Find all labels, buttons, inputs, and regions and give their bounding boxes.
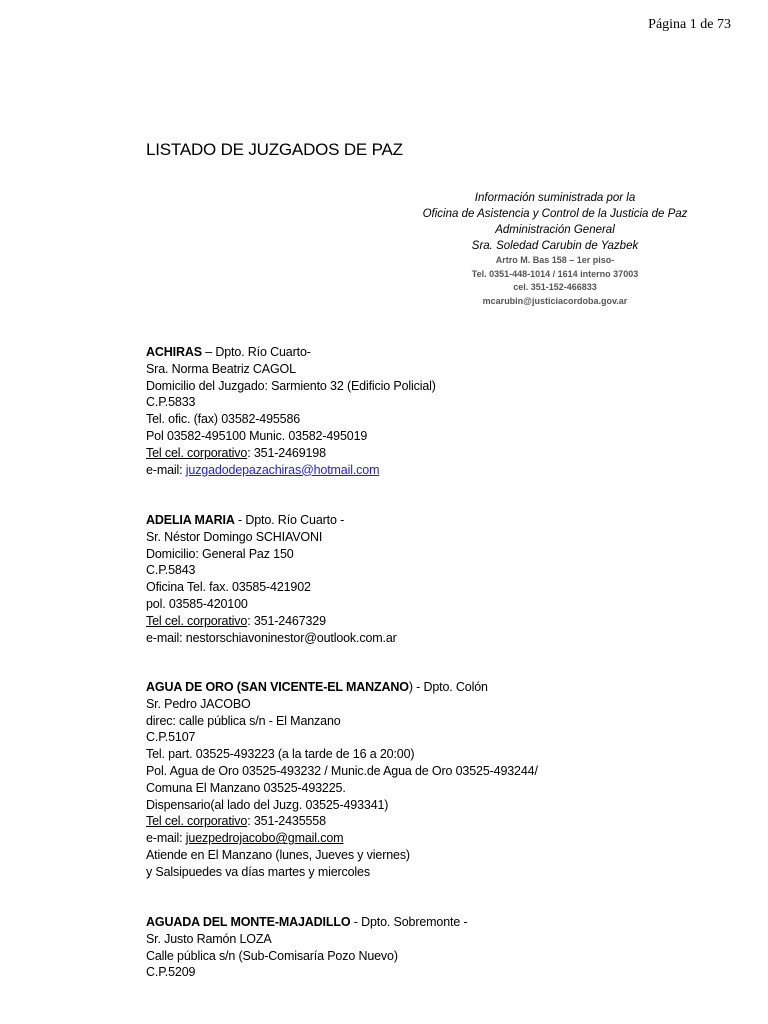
entry-line: pol. 03585-420100 <box>146 596 248 611</box>
entry-email <box>146 630 397 647</box>
entry-name: AGUADA DEL MONTE-MAJADILLO <box>146 915 351 929</box>
document-title: LISTADO DE JUZGADOS DE PAZ <box>146 140 403 159</box>
info-line: Información suministrada por la <box>474 192 636 204</box>
entry-heading <box>146 914 467 931</box>
entry-line: Oficina Tel. fax. 03585-421902 <box>146 580 311 595</box>
info-line: Sra. Soledad Carubin de Yazbek <box>471 240 639 252</box>
email-label: e-mail: <box>146 630 186 645</box>
cel-label: Tel cel. corporativo <box>146 613 248 628</box>
email-link[interactable]: juzgadodepazachiras@hotmail.com <box>185 462 380 477</box>
cel-value: : 351-2469198 <box>247 445 326 460</box>
entry-heading <box>146 344 436 361</box>
entry-line: Calle pública s/n (Sub-Comisaría Pozo Nuevo) <box>146 948 398 963</box>
entry-name: ACHIRAS <box>146 345 202 359</box>
entry-name: AGUA DE ORO (SAN VICENTE-EL MANZANO <box>146 680 409 694</box>
entry-cel <box>146 813 538 830</box>
page-number: Página 1 de 73 <box>648 17 731 32</box>
cel-label: Tel cel. corporativo <box>146 445 248 460</box>
entry-line: Domicilio: General Paz 150 <box>146 546 294 561</box>
entry-line: C.P.5843 <box>146 563 196 578</box>
email-label: e-mail: <box>146 831 186 846</box>
cel-label: Tel cel. corporativo <box>146 814 248 829</box>
info-phone: Tel. 0351-448-1014 / 1614 interno 37003 <box>471 268 639 279</box>
entry-line: direc: calle pública s/n - El Manzano <box>146 713 341 728</box>
entry-line: Sr. Justo Ramón LOZA <box>146 931 272 946</box>
email-text: nestorschiavoninestor@outlook.com.ar <box>185 630 397 645</box>
entry-line: Sr. Néstor Domingo SCHIAVONI <box>146 529 323 544</box>
entry-note: y Salsipuedes va días martes y miercoles <box>146 864 370 879</box>
court-entry-aguada-del-monte <box>146 914 467 981</box>
entry-line: C.P.5107 <box>146 730 196 745</box>
entry-heading <box>146 512 397 529</box>
info-line: Administración General <box>495 224 615 236</box>
entry-line: C.P.5833 <box>146 395 196 410</box>
entry-line: Comuna El Manzano 03525-493225. <box>146 780 346 795</box>
entry-line: Pol. Agua de Oro 03525-493232 / Munic.de Agua de Oro 03525-493244/ <box>146 763 538 778</box>
entry-cel <box>146 613 397 630</box>
entry-name: ADELIA MARIA <box>146 513 235 527</box>
entry-heading <box>146 679 538 696</box>
info-cell: cel. 351-152-466833 <box>513 282 597 292</box>
entry-line: Sr. Pedro JACOBO <box>146 696 251 711</box>
entry-dept: – Dpto. Río Cuarto- <box>201 345 311 359</box>
entry-line: C.P.5209 <box>146 965 196 980</box>
entry-dept: ) - Dpto. Colón <box>408 680 488 694</box>
email-link[interactable]: juezpedrojacobo@gmail.com <box>185 831 344 846</box>
entry-dept: - Dpto. Sobremonte - <box>350 915 468 929</box>
info-email: mcarubin@justiciacordoba.gov.ar <box>482 295 628 306</box>
entry-line: Domicilio del Juzgado: Sarmiento 32 (Edificio Policial) <box>146 378 436 393</box>
cel-value: : 351-2435558 <box>247 814 326 829</box>
entry-line: Dispensario(al lado del Juzg. 03525-493341) <box>146 797 389 812</box>
entry-line: Tel. part. 03525-493223 (a la tarde de 16 a 20:00) <box>146 747 415 762</box>
info-block <box>400 190 710 308</box>
entry-dept: - Dpto. Río Cuarto - <box>234 513 345 527</box>
info-line: Oficina de Asistencia y Control de la Justicia de Paz <box>422 208 688 220</box>
entry-line: Sra. Norma Beatriz CAGOL <box>146 361 296 376</box>
entry-email <box>146 830 538 847</box>
info-address: Artro M. Bas 158 – 1er piso- <box>495 255 615 265</box>
court-entry-agua-de-oro <box>146 679 538 881</box>
entry-line: Tel. ofic. (fax) 03582-495586 <box>146 412 301 427</box>
email-label: e-mail: <box>146 462 186 477</box>
court-entry-achiras <box>146 344 436 478</box>
entry-email <box>146 462 436 479</box>
cel-value: : 351-2467329 <box>247 613 326 628</box>
entry-line: Pol 03582-495100 Munic. 03582-495019 <box>146 428 368 443</box>
court-entry-adelia-maria <box>146 512 397 646</box>
entry-cel <box>146 445 436 462</box>
entry-note: Atiende en El Manzano (lunes, Jueves y viernes) <box>146 847 410 862</box>
